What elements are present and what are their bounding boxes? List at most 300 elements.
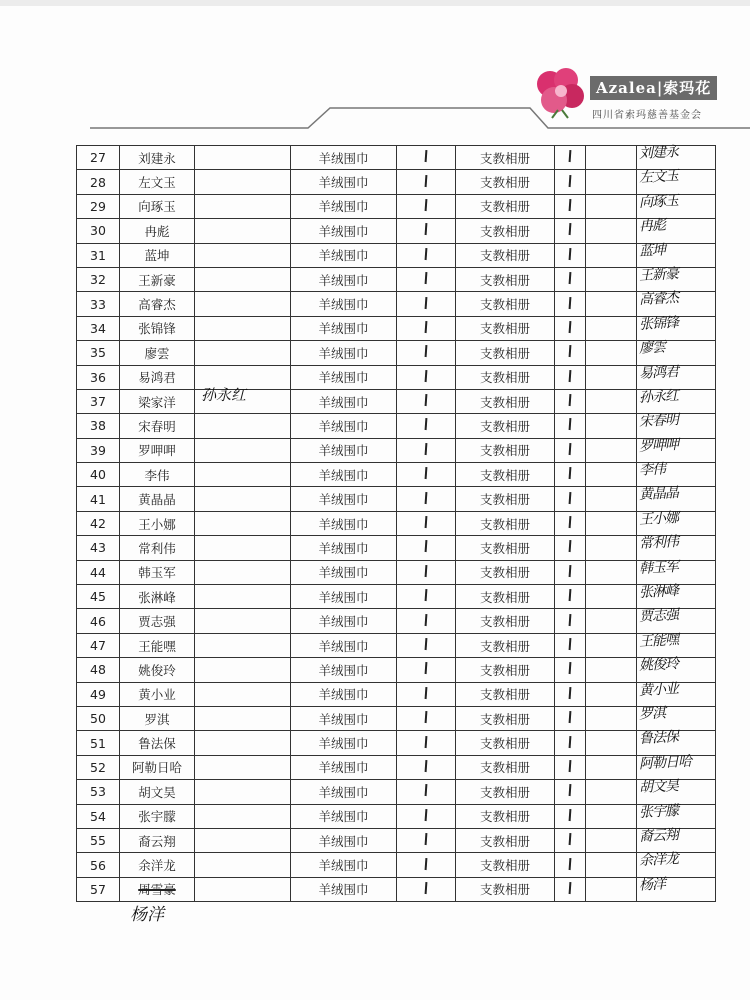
remark-cell: [195, 414, 291, 438]
album-check: [555, 292, 586, 316]
item-album: 支教相册: [456, 267, 555, 291]
check-mark-icon: [569, 248, 571, 260]
recipient-name: 宋春明: [120, 414, 195, 438]
album-check: [555, 243, 586, 267]
item-album: 支教相册: [456, 341, 555, 365]
scarf-check: [397, 414, 456, 438]
table-row: [77, 292, 716, 316]
scarf-check: [397, 341, 456, 365]
remark-cell: [195, 658, 291, 682]
check-mark-icon: [425, 175, 427, 187]
bottom-handwritten-note: 杨洋: [130, 905, 164, 925]
check-mark-icon: [569, 833, 571, 845]
item-scarf: 羊绒围巾: [291, 170, 397, 194]
scarf-check: [397, 292, 456, 316]
check-mark-icon: [569, 443, 571, 455]
album-check: [555, 194, 586, 218]
remark-cell: [195, 536, 291, 560]
item-scarf: 羊绒围巾: [291, 877, 397, 901]
check-mark-icon: [569, 687, 571, 699]
check-mark-icon: [425, 199, 427, 211]
row-number: 43: [77, 536, 120, 560]
table-row: [77, 658, 716, 682]
remark-cell: [195, 438, 291, 462]
album-check: [555, 267, 586, 291]
table-row: [77, 487, 716, 511]
logo-wordmark: Azalea|索玛花: [590, 76, 717, 100]
recipient-signature: 贾志强: [638, 607, 679, 626]
item-album: 支教相册: [456, 438, 555, 462]
blank-cell: [586, 853, 637, 877]
scarf-check: [397, 804, 456, 828]
blank-cell: [586, 877, 637, 901]
check-mark-icon: [569, 857, 571, 869]
recipient-name: 常利伟: [120, 536, 195, 560]
table-row: [77, 780, 716, 804]
check-mark-icon: [425, 150, 427, 162]
check-mark-icon: [425, 418, 427, 430]
album-check: [555, 487, 586, 511]
check-mark-icon: [569, 736, 571, 748]
scarf-check: [397, 243, 456, 267]
table-row: [77, 463, 716, 487]
table-row: [77, 560, 716, 584]
item-album: 支教相册: [456, 463, 555, 487]
recipient-signature: 姚俊玲: [638, 656, 679, 675]
album-check: [555, 560, 586, 584]
item-scarf: 羊绒围巾: [291, 682, 397, 706]
remark-cell: [195, 487, 291, 511]
recipient-table: [76, 145, 716, 902]
scarf-check: [397, 755, 456, 779]
album-check: [555, 341, 586, 365]
item-scarf: 羊绒围巾: [291, 560, 397, 584]
check-mark-icon: [569, 760, 571, 772]
recipient-name: 裔云翔: [120, 828, 195, 852]
album-check: [555, 585, 586, 609]
check-mark-icon: [425, 638, 427, 650]
check-mark-icon: [425, 662, 427, 674]
blank-cell: [586, 389, 637, 413]
check-mark-icon: [569, 345, 571, 357]
check-mark-icon: [425, 443, 427, 455]
scarf-check: [397, 853, 456, 877]
recipient-signature: 常利伟: [638, 534, 679, 553]
row-number: 45: [77, 585, 120, 609]
item-scarf: 羊绒围巾: [291, 536, 397, 560]
album-check: [555, 365, 586, 389]
recipient-signature: 廖雲: [638, 339, 666, 357]
item-album: 支教相册: [456, 780, 555, 804]
table-row: [77, 316, 716, 340]
scarf-check: [397, 267, 456, 291]
check-mark-icon: [569, 638, 571, 650]
recipient-signature: 蓝坤: [638, 241, 666, 260]
check-mark-icon: [425, 589, 427, 601]
table-row: [77, 389, 716, 413]
album-check: [555, 706, 586, 730]
scarf-check: [397, 706, 456, 730]
recipient-signature: 黄晶晶: [638, 485, 679, 504]
logo-subtitle: 四川省索玛慈善基金会: [592, 110, 702, 121]
check-mark-icon: [569, 565, 571, 577]
remark-handwriting: 孙永红: [201, 385, 247, 404]
item-album: 支教相册: [456, 853, 555, 877]
album-check: [555, 804, 586, 828]
table-row: [77, 267, 716, 291]
azalea-flower-icon: [528, 62, 592, 120]
check-mark-icon: [425, 516, 427, 528]
scarf-check: [397, 389, 456, 413]
scarf-check: [397, 828, 456, 852]
album-check: [555, 731, 586, 755]
check-mark-icon: [569, 418, 571, 430]
blank-cell: [586, 536, 637, 560]
check-mark-icon: [425, 784, 427, 796]
remark-cell: [195, 877, 291, 901]
remark-cell: [195, 682, 291, 706]
item-scarf: 羊绒围巾: [291, 463, 397, 487]
item-scarf: 羊绒围巾: [291, 219, 397, 243]
row-number: 50: [77, 706, 120, 730]
item-album: 支教相册: [456, 633, 555, 657]
blank-cell: [586, 511, 637, 535]
blank-cell: [586, 341, 637, 365]
recipient-name: 阿勒日哈: [120, 755, 195, 779]
row-number: 42: [77, 511, 120, 535]
remark-cell: [195, 706, 291, 730]
scarf-check: [397, 316, 456, 340]
row-number: 28: [77, 170, 120, 194]
check-mark-icon: [569, 199, 571, 211]
album-check: [555, 877, 586, 901]
check-mark-icon: [425, 467, 427, 479]
item-scarf: 羊绒围巾: [291, 194, 397, 218]
blank-cell: [586, 755, 637, 779]
recipient-name: 刘建永: [120, 146, 195, 170]
item-album: 支教相册: [456, 146, 555, 170]
scarf-check: [397, 780, 456, 804]
blank-cell: [586, 365, 637, 389]
row-number: 31: [77, 243, 120, 267]
album-check: [555, 682, 586, 706]
check-mark-icon: [425, 321, 427, 333]
item-album: 支教相册: [456, 877, 555, 901]
remark-cell: [195, 609, 291, 633]
item-album: 支教相册: [456, 414, 555, 438]
remark-cell: [195, 146, 291, 170]
table-row: [77, 853, 716, 877]
item-scarf: 羊绒围巾: [291, 658, 397, 682]
recipient-name: 罗呷呷: [120, 438, 195, 462]
remark-cell: [195, 243, 291, 267]
blank-cell: [586, 316, 637, 340]
check-mark-icon: [425, 833, 427, 845]
album-check: [555, 316, 586, 340]
album-check: [555, 780, 586, 804]
check-mark-icon: [425, 540, 427, 552]
signature-cell: [637, 877, 716, 901]
check-mark-icon: [425, 614, 427, 626]
album-check: [555, 658, 586, 682]
blank-cell: [586, 487, 637, 511]
recipient-name: 黄晶晶: [120, 487, 195, 511]
item-album: 支教相册: [456, 292, 555, 316]
item-album: 支教相册: [456, 828, 555, 852]
table-row: [77, 365, 716, 389]
item-scarf: 羊绒围巾: [291, 341, 397, 365]
album-check: [555, 219, 586, 243]
check-mark-icon: [425, 223, 427, 235]
table-row: [77, 877, 716, 901]
check-mark-icon: [425, 492, 427, 504]
recipient-name: 易鸿君: [120, 365, 195, 389]
blank-cell: [586, 560, 637, 584]
item-album: 支教相册: [456, 316, 555, 340]
check-mark-icon: [569, 711, 571, 723]
recipient-name: 贾志强: [120, 609, 195, 633]
remark-cell: [195, 853, 291, 877]
blank-cell: [586, 194, 637, 218]
remark-cell: [195, 828, 291, 852]
check-mark-icon: [569, 223, 571, 235]
blank-cell: [586, 146, 637, 170]
item-scarf: 羊绒围巾: [291, 414, 397, 438]
item-scarf: 羊绒围巾: [291, 633, 397, 657]
recipient-name: 黄小业: [120, 682, 195, 706]
check-mark-icon: [569, 272, 571, 284]
recipient-signature: 左文玉: [638, 168, 679, 187]
table-row: [77, 682, 716, 706]
blank-cell: [586, 243, 637, 267]
row-number: 34: [77, 316, 120, 340]
check-mark-icon: [425, 394, 427, 406]
check-mark-icon: [569, 784, 571, 796]
item-album: 支教相册: [456, 560, 555, 584]
recipient-signature: 余洋龙: [638, 851, 679, 870]
item-album: 支教相册: [456, 585, 555, 609]
album-check: [555, 633, 586, 657]
check-mark-icon: [569, 809, 571, 821]
recipient-signature: 黄小业: [638, 680, 679, 699]
blank-cell: [586, 780, 637, 804]
recipient-signature: 宋春明: [638, 412, 679, 431]
table-row: [77, 511, 716, 535]
recipient-name: 王新豪: [120, 267, 195, 291]
item-scarf: 羊绒围巾: [291, 316, 397, 340]
item-scarf: 羊绒围巾: [291, 267, 397, 291]
blank-cell: [586, 267, 637, 291]
recipient-name: 鲁法保: [120, 731, 195, 755]
check-mark-icon: [569, 492, 571, 504]
recipient-name: 张宇朦: [120, 804, 195, 828]
row-number: 49: [77, 682, 120, 706]
blank-cell: [586, 804, 637, 828]
check-mark-icon: [569, 516, 571, 528]
recipient-signature: 刘建永: [638, 143, 679, 163]
check-mark-icon: [425, 736, 427, 748]
item-scarf: 羊绒围巾: [291, 804, 397, 828]
album-check: [555, 463, 586, 487]
row-number: 51: [77, 731, 120, 755]
item-scarf: 羊绒围巾: [291, 146, 397, 170]
check-mark-icon: [569, 540, 571, 552]
table-row: [77, 755, 716, 779]
recipient-name: 蓝坤: [120, 243, 195, 267]
table-row: [77, 804, 716, 828]
scarf-check: [397, 658, 456, 682]
scarf-check: [397, 682, 456, 706]
check-mark-icon: [425, 248, 427, 260]
check-mark-icon: [425, 711, 427, 723]
blank-cell: [586, 633, 637, 657]
remark-cell: [195, 804, 291, 828]
check-mark-icon: [569, 882, 571, 894]
scarf-check: [397, 194, 456, 218]
recipient-name: 李伟: [120, 463, 195, 487]
row-number: 33: [77, 292, 120, 316]
recipient-name: 冉彪: [120, 219, 195, 243]
remark-cell: [195, 511, 291, 535]
check-mark-icon: [569, 321, 571, 333]
table-row: [77, 219, 716, 243]
check-mark-icon: [569, 394, 571, 406]
item-scarf: 羊绒围巾: [291, 389, 397, 413]
table-row: [77, 243, 716, 267]
recipient-signature: 罗淇: [638, 705, 666, 723]
check-mark-icon: [425, 857, 427, 869]
recipient-signature: 韩玉军: [638, 558, 679, 577]
blank-cell: [586, 658, 637, 682]
blank-cell: [586, 292, 637, 316]
recipient-signature: 张宇朦: [638, 802, 679, 821]
item-album: 支教相册: [456, 658, 555, 682]
row-number: 47: [77, 633, 120, 657]
album-check: [555, 414, 586, 438]
row-number: 40: [77, 463, 120, 487]
table-row: [77, 341, 716, 365]
album-check: [555, 389, 586, 413]
scarf-check: [397, 463, 456, 487]
remark-cell: [195, 633, 291, 657]
item-album: 支教相册: [456, 755, 555, 779]
row-number: 57: [77, 877, 120, 901]
recipient-signature: 向琢玉: [638, 192, 679, 211]
item-album: 支教相册: [456, 682, 555, 706]
blank-cell: [586, 585, 637, 609]
recipient-name: 左文玉: [120, 170, 195, 194]
item-album: 支教相册: [456, 194, 555, 218]
item-scarf: 羊绒围巾: [291, 706, 397, 730]
album-check: [555, 828, 586, 852]
scarf-check: [397, 536, 456, 560]
recipient-name: 张淋峰: [120, 585, 195, 609]
remark-cell: [195, 463, 291, 487]
remark-cell: [195, 267, 291, 291]
blank-cell: [586, 170, 637, 194]
table-row: [77, 536, 716, 560]
check-mark-icon: [425, 345, 427, 357]
item-album: 支教相册: [456, 219, 555, 243]
check-mark-icon: [425, 296, 427, 308]
item-album: 支教相册: [456, 609, 555, 633]
scarf-check: [397, 633, 456, 657]
item-album: 支教相册: [456, 731, 555, 755]
album-check: [555, 536, 586, 560]
row-number: 46: [77, 609, 120, 633]
item-album: 支教相册: [456, 365, 555, 389]
recipient-signature: 孙永红: [638, 387, 679, 406]
scarf-check: [397, 609, 456, 633]
album-check: [555, 755, 586, 779]
scarf-check: [397, 438, 456, 462]
table-row: [77, 414, 716, 438]
row-number: 35: [77, 341, 120, 365]
recipient-name: 周雪豪: [120, 877, 195, 901]
check-mark-icon: [569, 467, 571, 479]
recipient-signature: 张锦锋: [638, 314, 679, 333]
remark-cell: [195, 170, 291, 194]
row-number: 44: [77, 560, 120, 584]
row-number: 32: [77, 267, 120, 291]
item-album: 支教相册: [456, 511, 555, 535]
recipient-name: 韩玉军: [120, 560, 195, 584]
item-scarf: 羊绒围巾: [291, 780, 397, 804]
remark-cell: [195, 194, 291, 218]
recipient-signature: 张淋峰: [638, 583, 679, 602]
recipient-signature: 王能嘿: [638, 631, 679, 650]
scarf-check: [397, 146, 456, 170]
recipient-signature: 阿勒日哈: [638, 753, 692, 773]
blank-cell: [586, 219, 637, 243]
table-row: [77, 585, 716, 609]
remark-cell: [195, 731, 291, 755]
blank-cell: [586, 682, 637, 706]
blank-cell: [586, 438, 637, 462]
table-row: [77, 438, 716, 462]
album-check: [555, 853, 586, 877]
table-row: [77, 146, 716, 170]
scarf-check: [397, 219, 456, 243]
scarf-check: [397, 487, 456, 511]
scarf-check: [397, 585, 456, 609]
blank-cell: [586, 414, 637, 438]
recipient-signature: 裔云翔: [638, 826, 679, 845]
recipient-name: 廖雲: [120, 341, 195, 365]
remark-cell: [195, 219, 291, 243]
remark-cell: [195, 585, 291, 609]
recipient-name: 向琢玉: [120, 194, 195, 218]
table-row: [77, 731, 716, 755]
album-check: [555, 511, 586, 535]
check-mark-icon: [425, 882, 427, 894]
check-mark-icon: [569, 662, 571, 674]
table-row: [77, 170, 716, 194]
row-number: 29: [77, 194, 120, 218]
scarf-check: [397, 877, 456, 901]
blank-cell: [586, 706, 637, 730]
table-row: [77, 609, 716, 633]
row-number: 54: [77, 804, 120, 828]
item-album: 支教相册: [456, 706, 555, 730]
item-album: 支教相册: [456, 804, 555, 828]
blank-cell: [586, 463, 637, 487]
check-mark-icon: [425, 370, 427, 382]
recipient-name: 余洋龙: [120, 853, 195, 877]
row-number: 53: [77, 780, 120, 804]
table-row: [77, 633, 716, 657]
remark-cell: [195, 755, 291, 779]
